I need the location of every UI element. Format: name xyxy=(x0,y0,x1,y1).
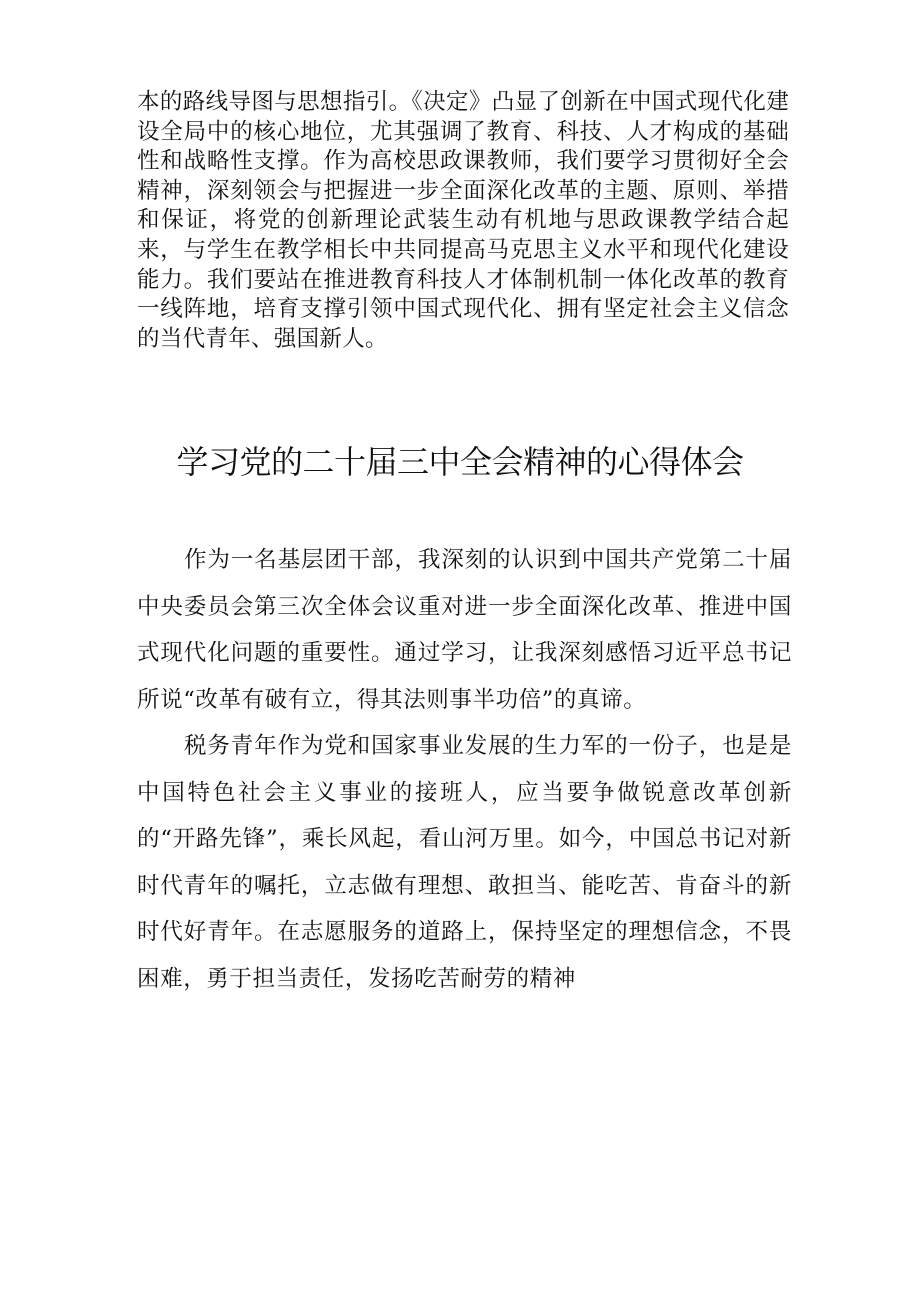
intro-paragraph: 本的路线导图与思想指引。《决定》凸显了创新在中国式现代化建设全局中的核心地位，尤其强调了教育、科技、人才构成的基础性和战略性支撑。作为高校思政课教师，我们要学习贯彻好全会精神，深刻领会与把握进一步全面深化改革的主题、原则、举措和保证，将党的创新理论武装生动有机地与思政课教学结合起来，与学生在教学相长中共同提高马克思主义水平和现代化建设能力。我们要站在推进教育科技人才体制机制一体化改革的教育一线阵地，培育支撑引领中国式现代化、拥有坚定社会主义信念的当代青年、强国新人。 xyxy=(137,89,789,352)
body-paragraph: 作为一名基层团干部，我深刻的认识到中国共产党第二十届中央委员会第三次全体会议重对进一步全面深化改革、推进中国式现代化问题的重要性。通过学习，让我深刻感悟习近平总书记所说“改革有破有立，得其法则事半功倍”的真谛。 xyxy=(137,547,792,713)
article-body xyxy=(137,537,792,1002)
article-title: 学习党的二十届三中全会精神的心得体会 xyxy=(176,443,744,481)
body-paragraph: 税务青年作为党和国家事业发展的生力军的一份子，也是是中国特色社会主义事业的接班人，应当要争做锐意改革创新的“开路先锋”，乘长风起，看山河万里。如今，中国总书记对新时代青年的嘱托，立志做有理想、敢担当、能吃苦、肯奋斗的新时代好青年。在志愿服务的道路上，保持坚定的理想信念，不畏困难，勇于担当责任，发扬吃苦耐劳的精神 xyxy=(137,733,792,992)
